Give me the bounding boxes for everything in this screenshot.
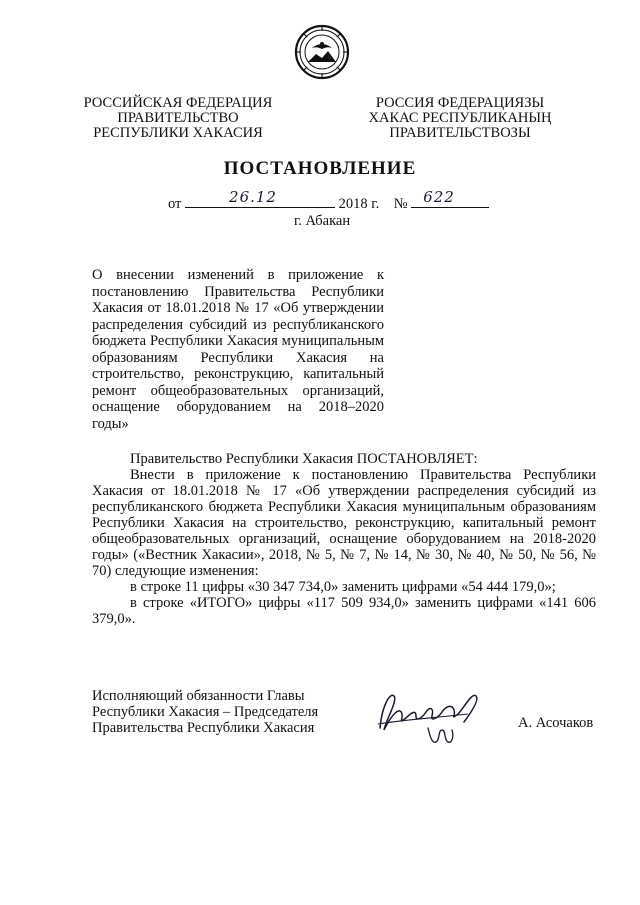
date-prefix: от [168,196,182,212]
handwritten-date: 26.12 [229,188,277,206]
role-line: Республики Хакасия – Председателя [92,704,319,720]
year-text: 2018 г. [338,196,380,212]
header-right-line: РОССИЯ ФЕДЕРАЦИЯЗЫ [375,95,545,111]
role-line: Исполняющий обязанности Главы [92,688,305,704]
body-paragraph: в строке 11 цифры «30 347 734,0» заменить цифрами «54 444 179,0»; [130,579,556,595]
document-subject: О внесении изменений в приложение к постановлению Правительства Республики Хакасия от 18.01.2018 № 17 «Об утверждении распределения субсидий из республиканского бюджета Республики Хакасия муниципальным образованиям Республики Хакасия на строительство, реконструкцию, капитальный ремонт общеобразовательных организаций, оснащение оборудованием на 2018–2020 годы» [92,267,384,432]
date-number-line [168,188,498,213]
signatory-name: А. Асочаков [518,715,594,731]
role-line: Правительства Республики Хакасия [92,720,315,736]
header-right-line: ХАКАС РЕСПУБЛИКАНЫҢ [368,110,552,126]
city: г. Абакан [294,213,351,229]
emblem-icon [294,24,350,80]
body-paragraph: Правительство Республики Хакасия ПОСТАНОВЛЯЕТ: [130,451,478,467]
date-field [185,188,335,208]
body-paragraph: в строке «ИТОГО» цифры «117 509 934,0» заменить цифрами «141 606 379,0». [92,595,596,627]
handwritten-signature [372,684,492,750]
number-field [411,188,489,208]
header-right-line: ПРАВИТЕЛЬСТВОЗЫ [389,125,531,141]
header-left-block [78,96,278,141]
body-paragraph: Внести в приложение к постановлению Правительства Республики Хакасия от 18.01.2018 № 17 «Об утверждении распределения субсидий из республиканского бюджета Республики Хакасия муниципальным образованиям Республики Хакасия на строительство, реконструкцию, капитальный ремонт общеобразовательных организаций, оснащение оборудованием на 2018-2020 годы» («Вестник Хакасии», 2018, № 5, № 7, № 14, № 30, № 40, № 50, № 56, № 70) следующие изменения: [92,467,596,579]
handwritten-number: 622 [423,188,455,206]
header-left-line: ПРАВИТЕЛЬСТВО [117,110,239,126]
number-sign: № [393,196,408,212]
header-right-block [360,96,560,141]
header-left-line: РЕСПУБЛИКИ ХАКАСИЯ [93,125,263,141]
signatory-role [92,688,352,736]
header-left-line: РОССИЙСКАЯ ФЕДЕРАЦИЯ [83,95,273,111]
document-body [92,451,596,627]
document-title: ПОСТАНОВЛЕНИЕ [223,158,417,179]
